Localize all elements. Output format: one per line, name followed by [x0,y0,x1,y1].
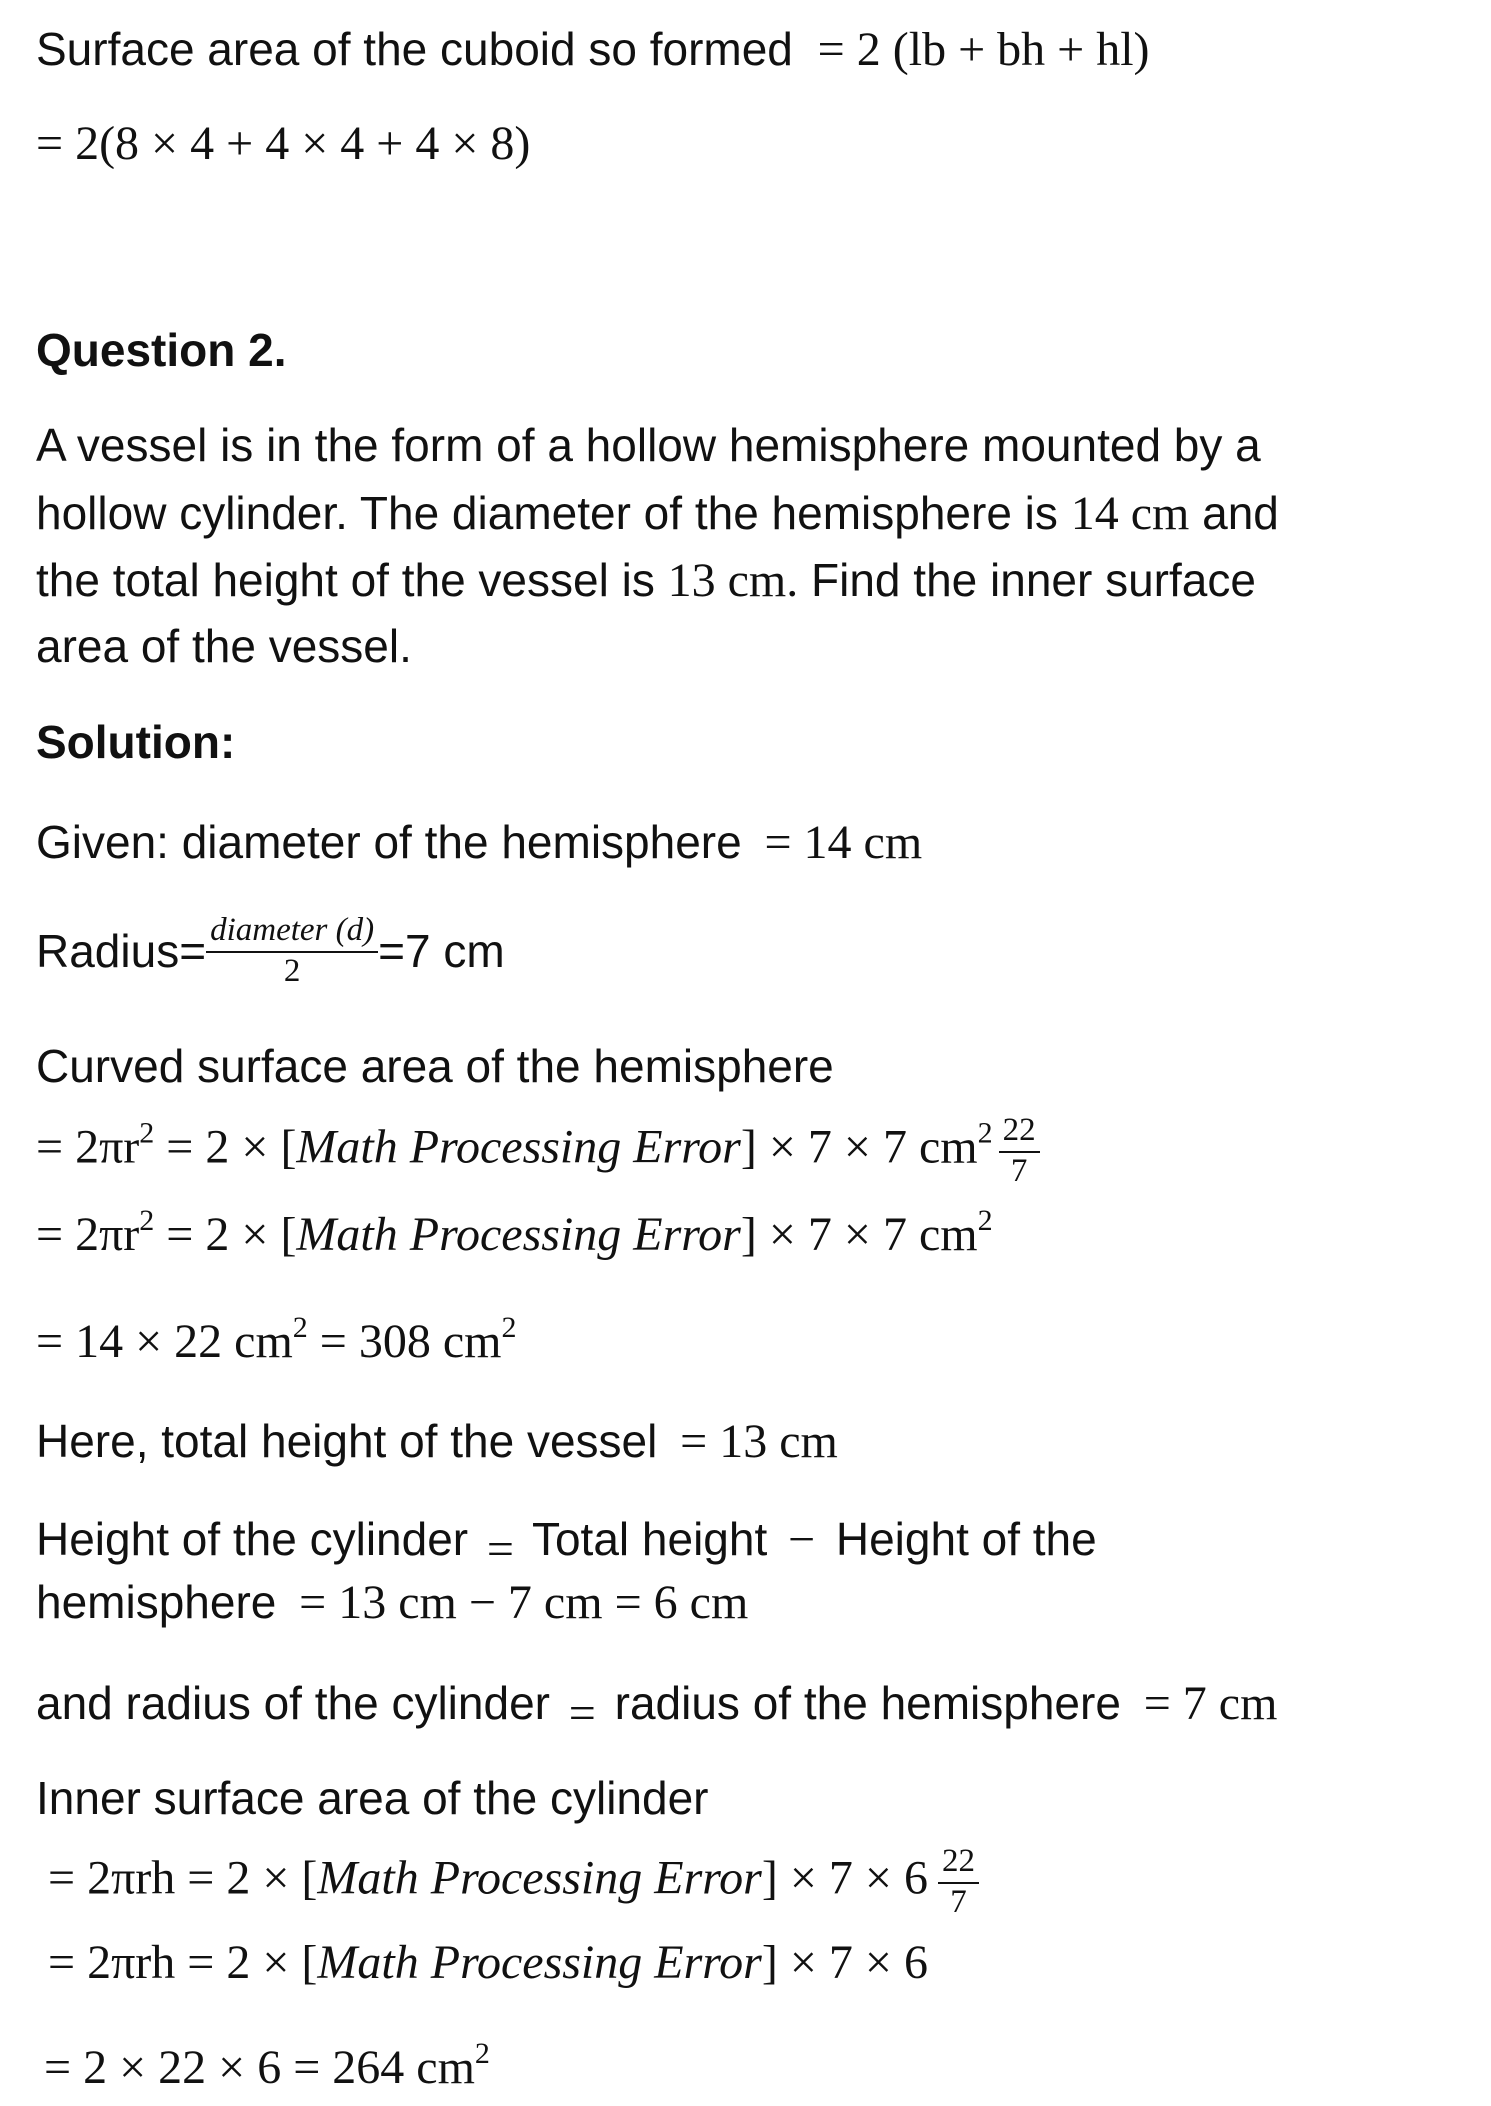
csa-result: = 14 × 22 $cm^2 = 308$ $cm^2$ [36,1311,517,1368]
inner-line-1: = 2πrh = 2 × [Math Processing Error] × 7 × 6 $\frac{22}{7}$ [48,1843,979,1922]
question-text-line-2: hollow cylinder. The diameter of the hemisphere is 14 cm and [36,487,1279,540]
given-line: Given: diameter of the hemisphere = 14 cm [36,816,923,869]
inner-surface-label: Inner surface area of the cylinder [36,1772,709,1824]
csa-line-1: = $2\pi r^2 = 2$ × [Math Processing Error] × 7 × 7 $cm^2$ $\frac{22}{7}$ [36,1112,1040,1191]
question-text-line-3: the total height of the vessel is 13 cm. Find the inner surface [36,554,1256,607]
question-heading: Question 2. [36,324,287,376]
radius-fraction: $\frac{\text{diameter (d)}}{2}$ [206,912,378,991]
math-processing-error: Math Processing Error [296,1120,741,1174]
inner-pi-fraction: $\frac{22}{7}$ [938,1843,979,1922]
question-text-line-1: A vessel is in the form of a hollow hemisphere mounted by a [36,419,1261,471]
cuboid-formula: = 2 (lb + bh + hl) [817,23,1150,76]
question-text-line-4: area of the vessel. [36,620,412,672]
inner-result: = 2 × 22 × 6 = 264 $cm^2$ [44,2037,490,2094]
solution-heading: Solution: [36,716,236,768]
math-processing-error: Math Processing Error [296,1208,741,1261]
cuboid-expansion: = 2(8 × 4 + 4 × 4 + 4 × 8) [36,117,531,170]
csa-label: Curved surface area of the hemisphere [36,1040,834,1092]
total-height-line: Here, total height of the vessel = 13 cm [36,1415,838,1468]
cuboid-label: Surface area of the cuboid so formed [36,23,793,75]
radius-line: Radius= $\frac{\text{diameter (d)}}{2}$ =7 cm [36,912,505,989]
csa-line-2: = $2\pi r^2 = 2$ × [Math Processing Error] × 7 × 7 $cm^2$ [36,1204,993,1261]
cylinder-height-line-1: Height of the cylinder = Total height − Height of the [36,1513,1097,1576]
pi-fraction: $\frac{22}{7}$ [999,1112,1040,1191]
cylinder-radius-line: and radius of the cylinder = radius of the hemisphere = 7 cm [36,1677,1278,1740]
cuboid-surface-area-line [36,22,1150,77]
inner-line-2: = 2πrh = 2 × [Math Processing Error] × 7 × 6 [48,1936,928,1989]
cylinder-height-line-2: hemisphere = 13 cm − 7 cm = 6 cm [36,1576,749,1629]
